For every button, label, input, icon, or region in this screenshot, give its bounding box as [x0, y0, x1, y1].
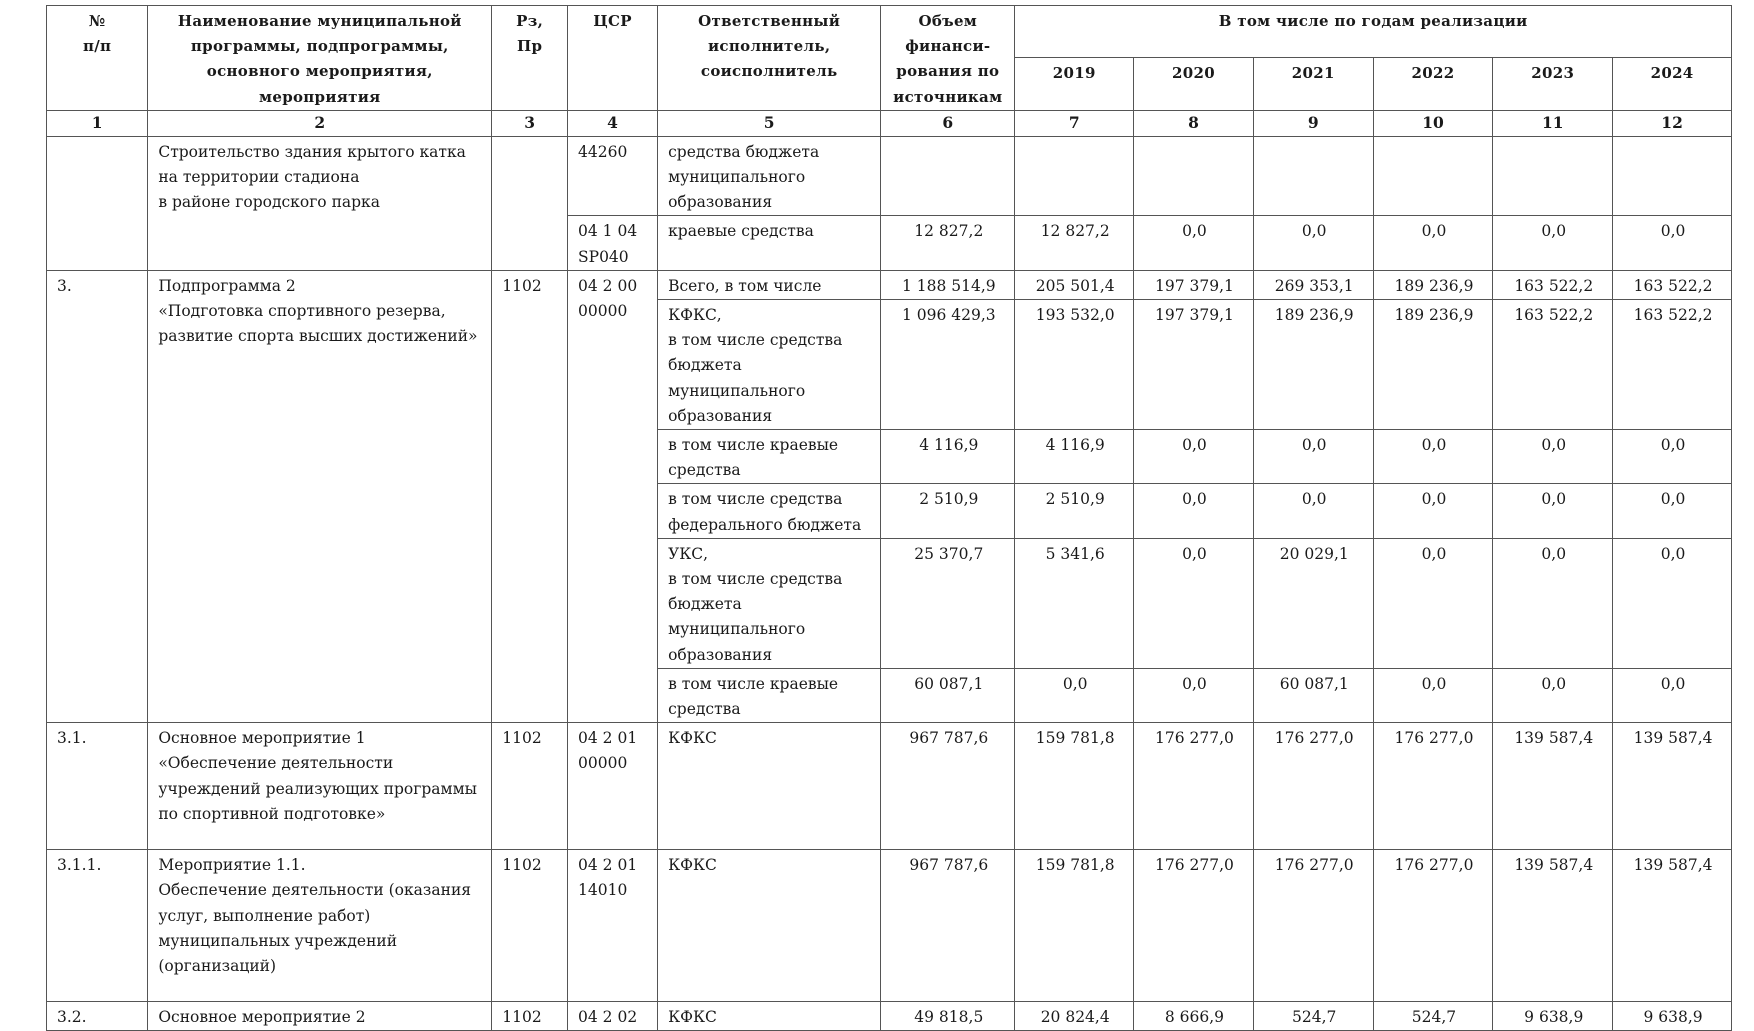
value-cell: 967 787,6 [881, 850, 1015, 1002]
row-csr-cell: 04 2 00 00000 [568, 270, 658, 722]
column-number: 3 [492, 110, 568, 136]
value-cell: 0,0 [1134, 668, 1254, 722]
value-cell: 0,0 [1015, 668, 1134, 722]
row-responsible-cell: УКС, в том числе средства бюджета муниципального образования [658, 538, 881, 668]
header-year: 2023 [1493, 58, 1613, 110]
column-number: 7 [1015, 110, 1134, 136]
value-cell: 2 510,9 [1015, 484, 1134, 538]
row-csr-cell: 04 1 04 SP040 [568, 216, 658, 270]
header-year: 2020 [1134, 58, 1254, 110]
value-cell [881, 136, 1015, 216]
column-number: 5 [658, 110, 881, 136]
value-cell: 524,7 [1253, 1002, 1373, 1031]
column-number: 10 [1373, 110, 1493, 136]
row-responsible-cell: КФКС [658, 1002, 881, 1031]
row-name-cell: Основное мероприятие 1 «Обеспечение деятельности учреждений реализующих программы по спортивной подготовке» [148, 723, 492, 850]
column-number: 4 [568, 110, 658, 136]
row-responsible-cell: краевые средства [658, 216, 881, 270]
row-csr-cell: 04 2 02 [568, 1002, 658, 1031]
value-cell: 189 236,9 [1373, 300, 1493, 430]
value-cell: 0,0 [1613, 484, 1732, 538]
column-number: 6 [881, 110, 1015, 136]
value-cell: 176 277,0 [1134, 723, 1254, 850]
column-number: 2 [148, 110, 492, 136]
row-name-cell: Основное мероприятие 2 [148, 1002, 492, 1031]
value-cell: 197 379,1 [1134, 270, 1254, 299]
row-no-cell: 3.1. [47, 723, 148, 850]
column-numbers-row [47, 110, 1732, 136]
header-rz: Рз, Пр [492, 6, 568, 111]
value-cell: 4 116,9 [881, 430, 1015, 484]
value-cell: 9 638,9 [1613, 1002, 1732, 1031]
value-cell: 176 277,0 [1253, 850, 1373, 1002]
value-cell: 0,0 [1253, 430, 1373, 484]
value-cell: 0,0 [1373, 216, 1493, 270]
value-cell: 0,0 [1373, 484, 1493, 538]
value-cell: 0,0 [1493, 216, 1613, 270]
row-csr-cell: 44260 [568, 136, 658, 216]
table-body [47, 136, 1732, 1031]
value-cell: 176 277,0 [1134, 850, 1254, 1002]
value-cell: 0,0 [1493, 484, 1613, 538]
value-cell: 163 522,2 [1613, 270, 1732, 299]
column-number: 9 [1253, 110, 1373, 136]
value-cell: 0,0 [1613, 430, 1732, 484]
value-cell: 163 522,2 [1493, 270, 1613, 299]
value-cell: 12 827,2 [1015, 216, 1134, 270]
row-name-cell: Подпрограмма 2 «Подготовка спортивного резерва, развитие спорта высших достижений» [148, 270, 492, 722]
row-responsible-cell: в том числе средства федерального бюджета [658, 484, 881, 538]
row-responsible-cell: КФКС [658, 723, 881, 850]
table-header [47, 6, 1732, 137]
value-cell: 0,0 [1373, 538, 1493, 668]
value-cell [1253, 136, 1373, 216]
row-no-cell: 3.1.1. [47, 850, 148, 1002]
value-cell: 163 522,2 [1493, 300, 1613, 430]
value-cell: 176 277,0 [1373, 723, 1493, 850]
header-year: 2019 [1015, 58, 1134, 110]
value-cell: 159 781,8 [1015, 850, 1134, 1002]
table-row [47, 1002, 1732, 1031]
header-year: 2024 [1613, 58, 1732, 110]
program-financing-table [46, 5, 1732, 1031]
column-number: 1 [47, 110, 148, 136]
row-rz-cell: 1102 [492, 270, 568, 722]
value-cell: 20 029,1 [1253, 538, 1373, 668]
value-cell: 0,0 [1253, 484, 1373, 538]
table-row [47, 723, 1732, 850]
table-row [47, 270, 1732, 299]
value-cell: 25 370,7 [881, 538, 1015, 668]
value-cell: 12 827,2 [881, 216, 1015, 270]
value-cell: 159 781,8 [1015, 723, 1134, 850]
value-cell: 60 087,1 [881, 668, 1015, 722]
value-cell: 0,0 [1134, 484, 1254, 538]
value-cell: 1 188 514,9 [881, 270, 1015, 299]
value-cell: 205 501,4 [1015, 270, 1134, 299]
value-cell [1613, 136, 1732, 216]
row-csr-cell: 04 2 01 00000 [568, 723, 658, 850]
value-cell: 9 638,9 [1493, 1002, 1613, 1031]
value-cell [1373, 136, 1493, 216]
value-cell: 49 818,5 [881, 1002, 1015, 1031]
table-row [47, 850, 1732, 1002]
value-cell: 0,0 [1493, 668, 1613, 722]
row-name-cell: Мероприятие 1.1. Обеспечение деятельности (оказания услуг, выполнение работ) муниципальных учреждений (организаций) [148, 850, 492, 1002]
value-cell: 176 277,0 [1253, 723, 1373, 850]
row-csr-cell: 04 2 01 14010 [568, 850, 658, 1002]
value-cell: 189 236,9 [1253, 300, 1373, 430]
value-cell: 0,0 [1373, 430, 1493, 484]
column-number: 12 [1613, 110, 1732, 136]
row-rz-cell [492, 136, 568, 270]
value-cell: 60 087,1 [1253, 668, 1373, 722]
value-cell: 176 277,0 [1373, 850, 1493, 1002]
header-volume: Объем финанси-рования по источникам [881, 6, 1015, 111]
row-name-cell: Строительство здания крытого катка на территории стадиона в районе городского парка [148, 136, 492, 270]
value-cell: 1 096 429,3 [881, 300, 1015, 430]
row-rz-cell: 1102 [492, 723, 568, 850]
row-no-cell [47, 136, 148, 270]
value-cell: 0,0 [1134, 538, 1254, 668]
row-rz-cell: 1102 [492, 1002, 568, 1031]
row-responsible-cell: Всего, в том числе [658, 270, 881, 299]
row-responsible-cell: средства бюджета муниципального образования [658, 136, 881, 216]
value-cell: 20 824,4 [1015, 1002, 1134, 1031]
value-cell: 2 510,9 [881, 484, 1015, 538]
value-cell: 189 236,9 [1373, 270, 1493, 299]
value-cell [1493, 136, 1613, 216]
column-number: 11 [1493, 110, 1613, 136]
value-cell: 4 116,9 [1015, 430, 1134, 484]
value-cell: 163 522,2 [1613, 300, 1732, 430]
row-responsible-cell: в том числе краевые средства [658, 430, 881, 484]
value-cell: 139 587,4 [1493, 723, 1613, 850]
value-cell: 0,0 [1373, 668, 1493, 722]
header-responsible: Ответственный исполнитель, соисполнитель [658, 6, 881, 111]
table-row [47, 136, 1732, 216]
value-cell: 139 587,4 [1493, 850, 1613, 1002]
value-cell: 0,0 [1134, 430, 1254, 484]
value-cell: 269 353,1 [1253, 270, 1373, 299]
header-csr: ЦСР [568, 6, 658, 111]
header-years-group: В том числе по годам реализации [1015, 6, 1732, 58]
value-cell: 0,0 [1493, 538, 1613, 668]
row-responsible-cell: КФКС [658, 850, 881, 1002]
row-no-cell: 3.2. [47, 1002, 148, 1031]
header-year: 2022 [1373, 58, 1493, 110]
row-rz-cell: 1102 [492, 850, 568, 1002]
value-cell: 197 379,1 [1134, 300, 1254, 430]
value-cell: 8 666,9 [1134, 1002, 1254, 1031]
value-cell: 0,0 [1493, 430, 1613, 484]
value-cell: 967 787,6 [881, 723, 1015, 850]
value-cell: 524,7 [1373, 1002, 1493, 1031]
value-cell: 5 341,6 [1015, 538, 1134, 668]
value-cell [1015, 136, 1134, 216]
value-cell [1134, 136, 1254, 216]
column-number: 8 [1134, 110, 1254, 136]
value-cell: 0,0 [1613, 668, 1732, 722]
row-responsible-cell: в том числе краевые средства [658, 668, 881, 722]
value-cell: 193 532,0 [1015, 300, 1134, 430]
row-responsible-cell: КФКС, в том числе средства бюджета муниципального образования [658, 300, 881, 430]
value-cell: 0,0 [1613, 216, 1732, 270]
row-no-cell: 3. [47, 270, 148, 722]
value-cell: 0,0 [1253, 216, 1373, 270]
value-cell: 0,0 [1134, 216, 1254, 270]
value-cell: 139 587,4 [1613, 723, 1732, 850]
value-cell: 0,0 [1613, 538, 1732, 668]
header-year: 2021 [1253, 58, 1373, 110]
header-name: Наименование муниципальной программы, подпрограммы, основного мероприятия, мероприятия [148, 6, 492, 111]
header-no: № п/п [47, 6, 148, 111]
value-cell: 139 587,4 [1613, 850, 1732, 1002]
